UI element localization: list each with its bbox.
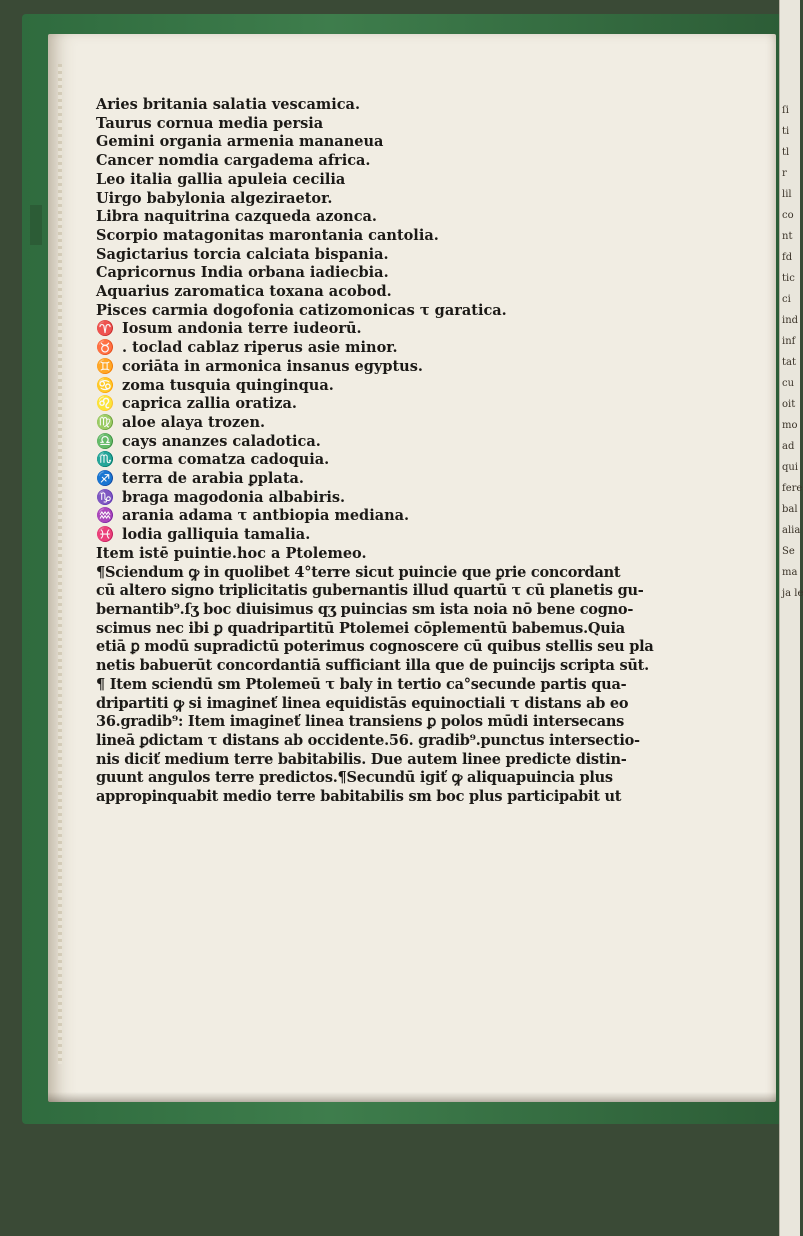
facing-page-fragment: ſi — [782, 105, 789, 116]
facing-page-fragment: tl — [782, 147, 790, 158]
page-shadow — [48, 1092, 776, 1102]
facing-page-fragment: ti — [782, 126, 790, 137]
page-text — [96, 96, 706, 807]
sign-name: Aries — [96, 96, 138, 113]
sign-name: Taurus — [96, 114, 152, 132]
paragraph-line: appropinquabit medio terre babitabilis sm boc plus participabit ut — [96, 788, 622, 806]
zodiac-line — [96, 190, 706, 209]
paragraph-line: guunt angulos terre predictos.¶Secundū igiť ꝙ aliquapuincia plus — [96, 769, 613, 787]
zodiac-line — [96, 246, 706, 265]
facing-page-fragment: inf — [782, 336, 796, 347]
symbol-line — [96, 320, 706, 339]
zodiac-line — [96, 283, 706, 302]
gemini-symbol-icon: ♊ — [96, 357, 115, 375]
facing-page-fragment: tat — [782, 357, 796, 368]
bookmark-ribbon — [30, 205, 42, 245]
sign-name: Libra — [96, 208, 139, 226]
symbol-line — [96, 395, 706, 414]
zodiac-symbol-list — [96, 320, 706, 544]
symbol-line — [96, 507, 706, 526]
paragraph-line: ¶ Item sciendū sm Ptolemeū τ baly in tertio ca°secunde partis qua- — [96, 675, 627, 693]
region-names: Iosum andonia terre iudeorū. — [122, 320, 362, 338]
sign-name: Aquarius — [96, 283, 170, 301]
zodiac-line — [96, 115, 706, 134]
facing-page-edge — [779, 0, 803, 1236]
region-names: India orbana iadiecbia. — [200, 264, 389, 282]
symbol-line — [96, 414, 706, 433]
region-names: italia gallia apuleia cecilia — [130, 170, 346, 188]
taurus-symbol-icon: ♉ — [96, 339, 115, 357]
paragraph-line: lineā ꝑdictam τ distans ab occidente.56. gradib⁹.punctus intersectio- — [96, 731, 640, 749]
region-names: naquitrina cazqueda azonca. — [143, 208, 377, 226]
paragraph-line: ¶Sciendum ꝙ in quolibet 4°terre sicut puincie que ꝑrie concordant — [96, 563, 621, 581]
paragraph-line: bernantib⁹.ſʒ boc diuisimus qʒ puincias sm ista noia nō bene cogno- — [96, 600, 634, 618]
zodiac-line — [96, 171, 706, 190]
facing-page-fragment: ci — [782, 294, 791, 305]
facing-page-fragment: ind — [782, 315, 799, 326]
paragraph-line: netis babuerūt concordantiā sufficiant illa que de puincijs scripta sūt. — [96, 657, 649, 675]
pisces-symbol-icon: ♓ — [96, 526, 115, 544]
region-names: braga magodonia albabiris. — [122, 488, 346, 506]
facing-page-fragment: ma — [782, 567, 798, 578]
sign-name: Uirgo — [96, 189, 142, 207]
facing-page-fragment: alia — [782, 525, 801, 536]
symbol-line — [96, 339, 706, 358]
cancer-symbol-icon: ♋ — [96, 376, 115, 394]
region-names: carmia dogofonia catizomonicas τ garatica. — [151, 301, 507, 319]
zodiac-line — [96, 133, 706, 152]
aquarius-symbol-icon: ♒ — [96, 507, 115, 525]
facing-page-fragment: oit — [782, 399, 796, 410]
sign-name: Gemini — [96, 133, 155, 151]
paragraph-line: nis diciť medium terre babitabilis. Due autem linee predicte distin- — [96, 750, 627, 768]
facing-page-fragment: co — [782, 210, 794, 221]
zodiac-region-list — [96, 96, 706, 320]
sagittarius-symbol-icon: ♐ — [96, 470, 115, 488]
symbol-line — [96, 526, 706, 545]
facing-page-fragment: ad — [782, 441, 795, 452]
sign-name: Scorpio — [96, 226, 158, 244]
body-paragraph — [96, 564, 706, 807]
region-names: coriāta in armonica insanus egyptus. — [122, 357, 423, 375]
facing-page-fragment: nt — [782, 231, 793, 242]
facing-page-fragment: fd — [782, 252, 793, 263]
zodiac-line — [96, 302, 706, 321]
region-names: terra de arabia ꝑplata. — [122, 470, 304, 488]
region-names: babylonia algeziraetor. — [146, 189, 333, 207]
sign-name: Pisces — [96, 301, 147, 319]
sign-name: Capricornus — [96, 264, 196, 282]
zodiac-line — [96, 152, 706, 171]
aries-symbol-icon: ♈ — [96, 320, 115, 338]
scorpio-symbol-icon: ♏ — [96, 451, 115, 469]
region-names: lodia galliquia tamalia. — [122, 526, 311, 544]
zodiac-line — [96, 96, 706, 115]
facing-page-fragment: bal — [782, 504, 798, 515]
region-names: organia armenia mananeua — [159, 133, 384, 151]
sign-name: Leo — [96, 170, 126, 188]
leo-symbol-icon: ♌ — [96, 395, 115, 413]
paragraph-line: 36.gradib⁹: Item imagineť linea transiens ꝑ polos mūdi intersecans — [96, 713, 625, 731]
region-names: matagonitas marontania cantolia. — [163, 226, 439, 244]
sign-name: Cancer — [96, 152, 154, 170]
zodiac-line — [96, 208, 706, 227]
facing-page-fragment: mo — [782, 420, 798, 431]
symbol-line — [96, 377, 706, 396]
paragraph-line: scimus nec ibi ꝑ quadripartitū Ptolemei cōplementū babemus.Quia — [96, 619, 625, 637]
symbol-line — [96, 451, 706, 470]
facing-page-fragment: ja le — [782, 588, 803, 599]
facing-page-fragment: tic — [782, 273, 795, 284]
paragraph-line: cū altero signo triplicitatis gubernantis illud quartū τ cū planetis gu- — [96, 582, 644, 600]
symbol-line — [96, 470, 706, 489]
sign-name: Sagictarius — [96, 245, 189, 263]
facing-page-fragment: qui — [782, 462, 799, 473]
region-names: aloe alaya trozen. — [122, 413, 266, 431]
region-names: cornua media persia — [156, 114, 324, 132]
zodiac-line — [96, 227, 706, 246]
facing-page-fragment: r — [782, 168, 787, 179]
facing-page-fragment: fere — [782, 483, 803, 494]
region-names: cays ananzes caladotica. — [122, 432, 321, 450]
zodiac-line — [96, 264, 706, 283]
virgo-symbol-icon: ♍ — [96, 413, 115, 431]
symbol-line — [96, 489, 706, 508]
region-names: caprica zallia oratiza. — [122, 395, 297, 413]
libra-symbol-icon: ♎ — [96, 432, 115, 450]
facing-page-fragment: lil — [782, 189, 792, 200]
region-names: nomdia cargadema africa. — [158, 152, 371, 170]
region-names: arania adama τ antbiopia mediana. — [122, 507, 410, 525]
symbol-line — [96, 433, 706, 452]
symbol-line — [96, 358, 706, 377]
region-names: corma comatza cadoquia. — [122, 451, 330, 469]
facing-page-fragment: cu — [782, 378, 795, 389]
paragraph-line: dripartiti ꝙ si imagineť linea equidistās equinoctiali τ distans ab eo — [96, 694, 629, 712]
region-names: zoma tusquia quinginqua. — [122, 376, 334, 394]
paragraph-line: etiā ꝑ modū supradictū poterimus cognoscere cū quibus stellis seu pla — [96, 638, 654, 656]
facing-page-fragment: Se — [782, 546, 795, 557]
capricorn-symbol-icon: ♑ — [96, 488, 115, 506]
region-names: . toclad cablaz riperus asie minor. — [122, 339, 398, 357]
region-names: britania salatia vescamica. — [142, 96, 361, 113]
closing-line: Item istē puintie.hoc a Ptolemeo. — [96, 544, 367, 562]
region-names: torcia calciata bispania. — [193, 245, 389, 263]
region-names: zaromatica toxana acobod. — [174, 283, 392, 301]
